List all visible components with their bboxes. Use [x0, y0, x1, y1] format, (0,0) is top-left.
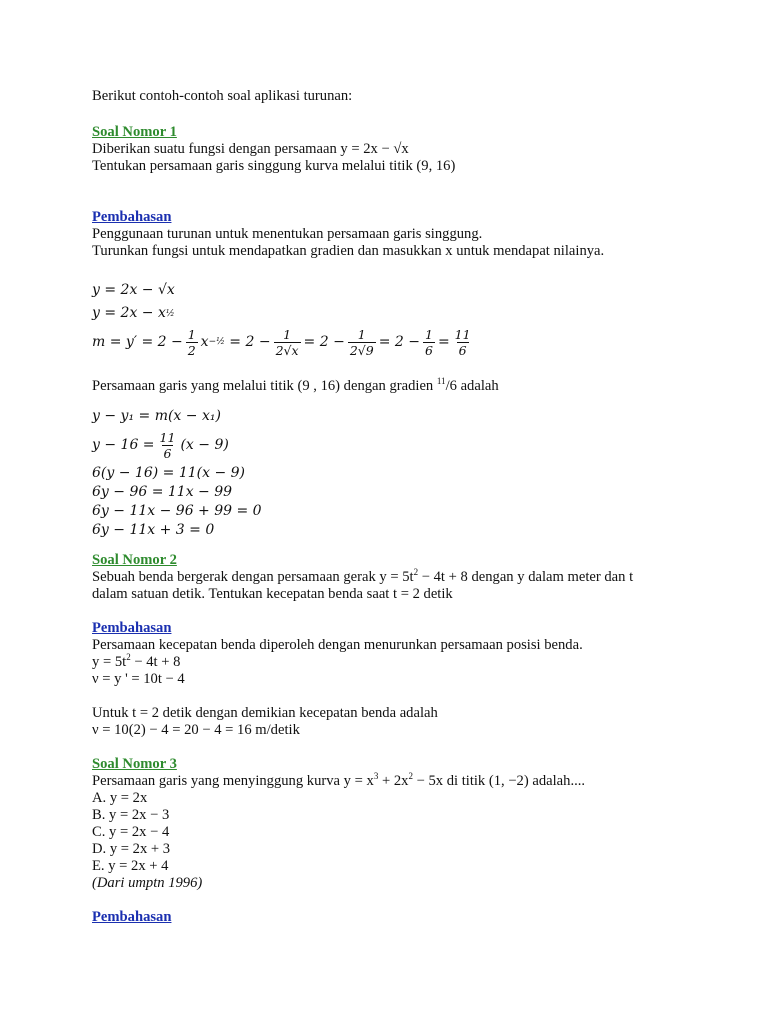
- soal-3-heading[interactable]: Soal Nomor 3: [92, 756, 177, 772]
- fraction: $\frac{1}{2√x}$: [275, 326, 299, 358]
- equation-gradient: m = y′ = 2 − $\frac{1}{2}$ x −½ = 2 − $\frac{1}{2√x}$ = 2 − $\frac{1}{2√9}$ = 2 − $\frac{1}{6}$ = $\frac{11}{6}$: [92, 326, 471, 358]
- soal-1-line-2: Tentukan persamaan garis singgung kurva melalui titik (9, 16): [92, 158, 456, 174]
- pembahasan-3-heading[interactable]: Pembahasan: [92, 909, 172, 925]
- option-d: D. y = 2x + 3: [92, 841, 171, 857]
- equation-y-power: y = 2x − x ½: [92, 305, 175, 321]
- pembahasan-1-line-2: Turunkan fungsi untuk mendapatkan gradien dan masukkan x untuk mendapat nilainya.: [92, 243, 605, 259]
- pembahasan-2-line-1: Persamaan kecepatan benda diperoleh dengan menurunkan persamaan posisi benda.: [92, 637, 583, 653]
- option-c: C. y = 2x − 4: [92, 824, 170, 840]
- equation-line-substituted: y − 16 = $\frac{11}{6}$ (x − 9): [92, 429, 229, 461]
- equation-step-4: 6y − 96 = 11x − 99: [92, 484, 233, 500]
- gradient-sentence: Persamaan garis yang melalui titik (9 , 16) dengan gradien $^{11}$/6 adalah: [92, 376, 499, 394]
- equation-step-6: 6y − 11x + 3 = 0: [92, 522, 215, 538]
- soal-2-line-2: dalam satuan detik. Tentukan kecepatan benda saat t = 2 detik: [92, 586, 453, 602]
- pembahasan-2-line-4: Untuk t = 2 detik dengan demikian kecepatan benda adalah: [92, 705, 438, 721]
- document-page: [92, 84, 732, 926]
- soal-2-heading[interactable]: Soal Nomor 2: [92, 552, 177, 568]
- pembahasan-2-line-3: ν = y ' = 10t − 4: [92, 671, 185, 687]
- soal-1-heading[interactable]: Soal Nomor 1: [92, 124, 177, 140]
- fraction: $\frac{1}{2√9}$: [349, 326, 374, 358]
- pembahasan-2-line-2: $y = 5t^2 - 4t + 8$: [92, 652, 181, 670]
- soal-3-source: (Dari umptn 1996): [92, 875, 203, 891]
- pembahasan-2-line-5: ν = 10(2) − 4 = 20 − 4 = 16 m/detik: [92, 722, 300, 738]
- soal-1-line-1: Diberikan suatu fungsi dengan persamaan y = 2x − √x: [92, 141, 409, 157]
- fraction: $\frac{1}{6}$: [424, 326, 433, 358]
- option-b: B. y = 2x − 3: [92, 807, 170, 823]
- equation-step-3: 6(y − 16) = 11(x − 9): [92, 465, 245, 481]
- soal-3-question: Persamaan garis yang menyinggung kurva $y = x^3 + 2x^2 - 5x$ di titik (1, −2) adalah....: [92, 771, 586, 789]
- pembahasan-1-line-1: Penggunaan turunan untuk menentukan persamaan garis singgung.: [92, 226, 483, 242]
- fraction: $\frac{1}{2}$: [187, 326, 196, 358]
- pembahasan-2-heading[interactable]: Pembahasan: [92, 620, 172, 636]
- equation-y-sqrt: y = 2x − √x: [92, 282, 175, 298]
- option-e: E. y = 2x + 4: [92, 858, 169, 874]
- soal-2-line-1: Sebuah benda bergerak dengan persamaan gerak $y = 5t^2 - 4t + 8$ dengan y dalam meter dan t: [92, 567, 634, 585]
- fraction: $\frac{11}{6}$: [454, 326, 471, 358]
- equation-line-formula: y − y₁ = m(x − x₁): [92, 408, 221, 424]
- option-a: A. y = 2x: [92, 790, 148, 806]
- pembahasan-1-heading[interactable]: Pembahasan: [92, 209, 172, 225]
- intro-text: Berikut contoh-contoh soal aplikasi turunan:: [92, 88, 353, 104]
- equation-step-5: 6y − 11x − 96 + 99 = 0: [92, 503, 262, 519]
- fraction: $\frac{11}{6}$: [159, 429, 176, 461]
